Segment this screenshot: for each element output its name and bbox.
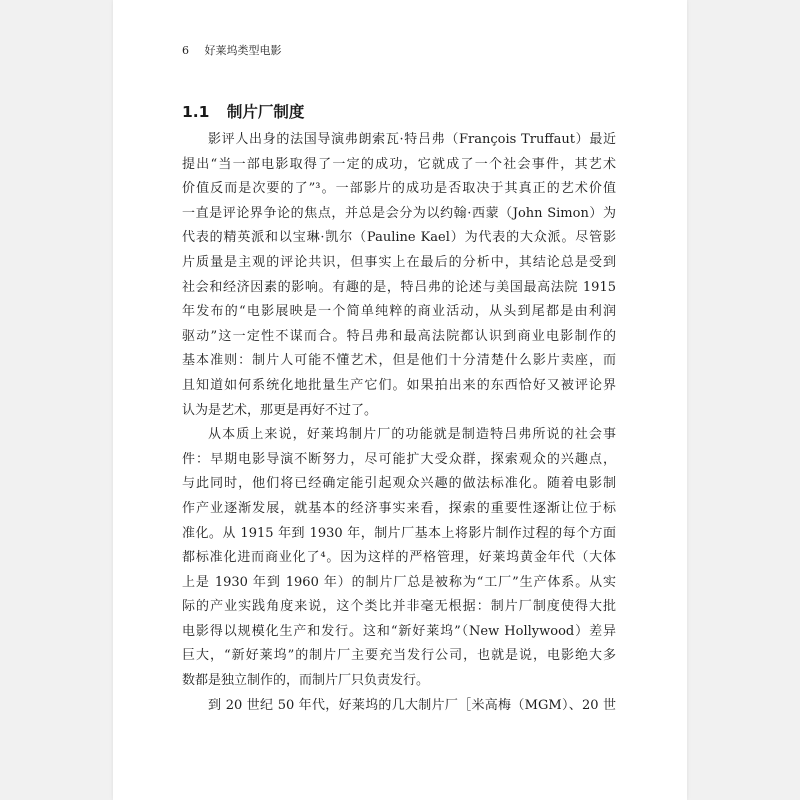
text-line: 代表的精英派和以宝琳·凯尔（Pauline Kael）为代表的大众派。尽管影	[182, 230, 616, 246]
text-line: 从本质上来说，好莱坞制片厂的功能就是制造特吕弗所说的社会事	[208, 427, 616, 443]
book-page	[113, 0, 687, 800]
text-line: 社会和经济因素的影响。有趣的是，特吕弗的论述与美国最高法院 1915	[182, 279, 616, 295]
text-line: 数都是独立制作的，而制片厂只负责发行。	[182, 673, 430, 689]
body-text	[182, 128, 616, 718]
text-line: 基本准则：制片人可能不懂艺术，但是他们十分清楚什么影片卖座，而	[182, 353, 616, 369]
text-line: 驱动”这一定性不谋而合。特吕弗和最高法院都认识到商业电影制作的	[182, 328, 616, 344]
paragraph-2	[182, 423, 616, 694]
text-line: 到 20 世纪 50 年代，好莱坞的几大制片厂［米高梅（MGM）、20 世	[208, 697, 616, 713]
text-line: 上是 1930 年到 1960 年）的制片厂总是被称为“工厂”生产体系。从实	[182, 574, 616, 590]
text-line: 年发布的“电影展映是一个简单纯粹的商业活动，从头到尾都是由利润	[182, 304, 616, 320]
text-line: 与此同时，他们将已经确定能引起观众兴趣的做法标准化。随着电影制	[182, 476, 616, 492]
text-line: 价值反而是次要的了”³。一部影片的成功是否取决于其真正的艺术价值	[182, 181, 616, 197]
text-line: 提出“当一部电影取得了一定的成功，它就成了一个社会事件，其艺术	[182, 156, 616, 172]
text-line: 电影得以规模化生产和发行。这和“新好莱坞”（New Hollywood）差异	[182, 623, 616, 639]
paragraph-1	[182, 128, 616, 423]
paragraph-3	[182, 694, 616, 719]
page-number: 6	[182, 44, 189, 57]
book-title: 好莱坞类型电影	[204, 44, 282, 57]
text-line: 准化。从 1915 年到 1930 年，制片厂基本上将影片制作过程的每个方面	[182, 525, 616, 541]
text-line: 片质量是主观的评论共识，但事实上在最后的分析中，其结论总是受到	[182, 254, 616, 270]
text-line: 际的产业实践角度来说，这个类比并非毫无根据：制片厂制度使得大批	[182, 599, 616, 615]
text-line: 件：早期电影导演不断努力，尽可能扩大受众群，探索观众的兴趣点，	[182, 451, 616, 467]
text-line: 且知道如何系统化地批量生产它们。如果拍出来的东西恰好又被评论界	[182, 377, 616, 393]
section-title: 制片厂制度	[226, 103, 305, 121]
section-number: 1.1	[182, 103, 210, 121]
text-line: 作产业逐渐发展，就基本的经济事实来看，探索的重要性逐渐让位于标	[182, 500, 616, 516]
text-line: 一直是评论界争论的焦点，并总是会分为以约翰·西蒙（John Simon）为	[182, 205, 616, 221]
text-line: 认为是艺术，那更是再好不过了。	[182, 402, 378, 418]
running-head	[182, 42, 282, 58]
text-line: 都标准化进而商业化了⁴。因为这样的严格管理，好莱坞黄金年代（大体	[182, 550, 616, 566]
section-heading	[182, 100, 304, 122]
text-line: 巨大，“新好莱坞”的制片厂主要充当发行公司，也就是说，电影绝大多	[182, 648, 616, 664]
text-line: 影评人出身的法国导演弗朗索瓦·特吕弗（François Truffaut）最近	[208, 132, 616, 147]
